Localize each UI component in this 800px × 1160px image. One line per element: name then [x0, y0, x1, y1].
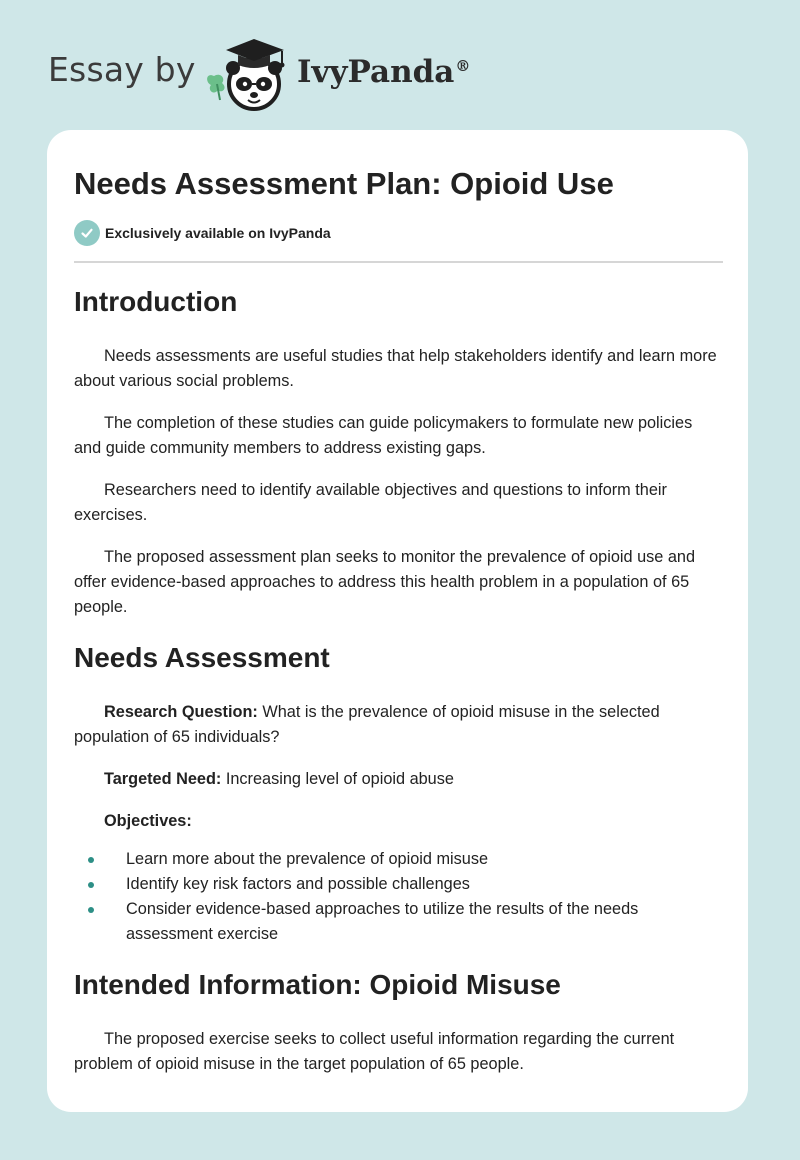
list-item: Consider evidence-based approaches to utilize the results of the needs assessment exercise [74, 897, 723, 947]
section-heading-needs-assessment: Needs Assessment [74, 642, 330, 673]
list-item: Learn more about the prevalence of opioid misuse [74, 847, 723, 872]
bullet-dot-icon [88, 907, 94, 913]
intro-paragraph-3: Researchers need to identify available objectives and questions to inform their exercises. [74, 481, 667, 524]
title-divider [74, 261, 723, 263]
list-item: Identify key risk factors and possible challenges [74, 872, 723, 897]
panda-graduate-icon [202, 34, 292, 112]
objectives-heading [74, 809, 723, 834]
targeted-need [74, 767, 723, 792]
intended-paragraph: The proposed exercise seeks to collect useful information regarding the current problem of opioid misuse in the target population of 65 people. [74, 1030, 675, 1073]
research-question [74, 700, 723, 750]
research-question-label: Research Question: [104, 703, 258, 721]
targeted-need-text: Increasing level of opioid abuse [221, 770, 454, 788]
article-body [74, 280, 723, 1077]
section-heading-introduction: Introduction [74, 286, 238, 317]
site-header [48, 34, 518, 114]
targeted-need-label: Targeted Need: [104, 770, 222, 788]
brand-prefix: Essay by [48, 50, 196, 89]
intro-paragraph-4: The proposed assessment plan seeks to monitor the prevalence of opioid use and offer evidence-based approaches to address this health problem in a population of 65 people. [74, 548, 696, 616]
article-card [47, 130, 748, 1112]
bullet-dot-icon [88, 882, 94, 888]
page-title: Needs Assessment Plan: Opioid Use [74, 166, 614, 201]
bullet-dot-icon [88, 857, 94, 863]
intro-paragraph-1: Needs assessments are useful studies that help stakeholders identify and learn more about various social problems. [74, 347, 717, 390]
brand-name: IvyPanda® [297, 54, 471, 90]
section-heading-intended-information: Intended Information: Opioid Misuse [74, 969, 561, 1000]
exclusive-badge [74, 220, 331, 246]
objectives-label: Objectives: [104, 812, 192, 830]
check-circle-icon [74, 220, 100, 246]
research-question-text: What is the prevalence of opioid misuse in the selected population of 65 individuals? [74, 703, 660, 746]
intro-paragraph-2: The completion of these studies can guide policymakers to formulate new policies and guide community members to address existing gaps. [74, 414, 693, 457]
badge-text: Exclusively available on IvyPanda [105, 225, 331, 241]
objectives-list [74, 847, 723, 947]
